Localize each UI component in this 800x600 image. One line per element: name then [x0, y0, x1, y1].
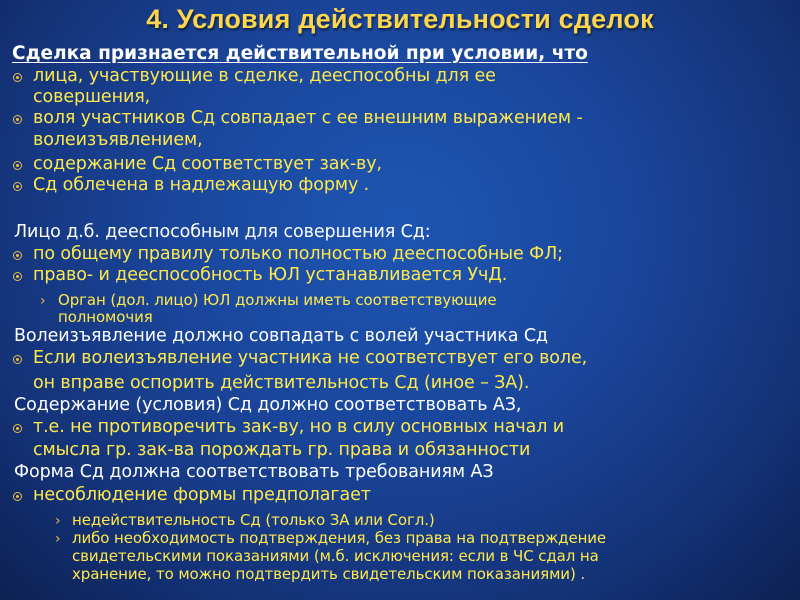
section-heading: Лицо д.б. дееспособным для совершения Сд: [14, 222, 431, 242]
intro-heading: Сделка признается действительной при условии, что [12, 43, 588, 64]
bullet-icon [13, 492, 22, 501]
sub-bullet-text: либо необходимость подтверждения, без права на подтверждение [72, 529, 607, 547]
bullet-icon [13, 424, 22, 433]
chevron-right-icon: › [55, 513, 61, 529]
bullet-text: по общему правилу только полностью дееспособные ФЛ; [33, 244, 563, 264]
bullet-icon [13, 73, 22, 82]
chevron-right-icon: › [55, 531, 61, 547]
sub-bullet-text: Орган (дол. лицо) ЮЛ должны иметь соответствующие [58, 291, 497, 309]
bullet-text: воля участников Сд совпадает с ее внешним выражением - [33, 108, 583, 128]
bullet-icon [13, 161, 22, 170]
bullet-text: несоблюдение формы предполагает [33, 485, 371, 505]
section-heading: Форма Сд должна соответствовать требованиям АЗ [14, 462, 494, 482]
sub-bullet-text: свидетельскими показаниями (м.б. исключения: если в ЧС сдал на [72, 547, 599, 565]
bullet-text: волеизъявлением, [33, 130, 203, 150]
section-heading: Содержание (условия) Сд должно соответствовать АЗ, [14, 395, 522, 415]
bullet-text: т.е. не противоречить зак-ву, но в силу основных начал и [33, 417, 565, 437]
section-heading: Волеизъявление должно совпадать с волей участника Сд [14, 326, 548, 346]
bullet-text: он вправе оспорить действительность Сд (иное – ЗА). [33, 373, 530, 393]
bullet-icon [13, 182, 22, 191]
bullet-icon [13, 115, 22, 124]
slide-title: 4. Условия действительности сделок [146, 4, 654, 34]
bullet-icon [13, 251, 22, 260]
sub-bullet-text: недействительность Сд (только ЗА или Согл.) [72, 511, 435, 529]
bullet-icon [13, 355, 22, 364]
bullet-text: Сд облечена в надлежащую форму . [33, 175, 370, 195]
bullet-text: содержание Сд соответствует зак-ву, [33, 154, 382, 174]
bullet-text: право- и дееспособность ЮЛ устанавливается УчД. [33, 265, 508, 285]
chevron-right-icon: › [40, 293, 46, 309]
bullet-text: Если волеизъявление участника не соответствует его воле, [33, 348, 588, 368]
sub-bullet-text: полномочия [58, 308, 153, 326]
bullet-text: смысла гр. зак-ва порождать гр. права и обязанности [33, 440, 531, 460]
bullet-icon [13, 272, 22, 281]
bullet-text: совершения, [33, 87, 151, 107]
bullet-text: лица, участвующие в сделке, дееспособны для ее [33, 66, 496, 86]
sub-bullet-text: хранение, то можно подтвердить свидетельским показаниями) . [72, 565, 586, 583]
